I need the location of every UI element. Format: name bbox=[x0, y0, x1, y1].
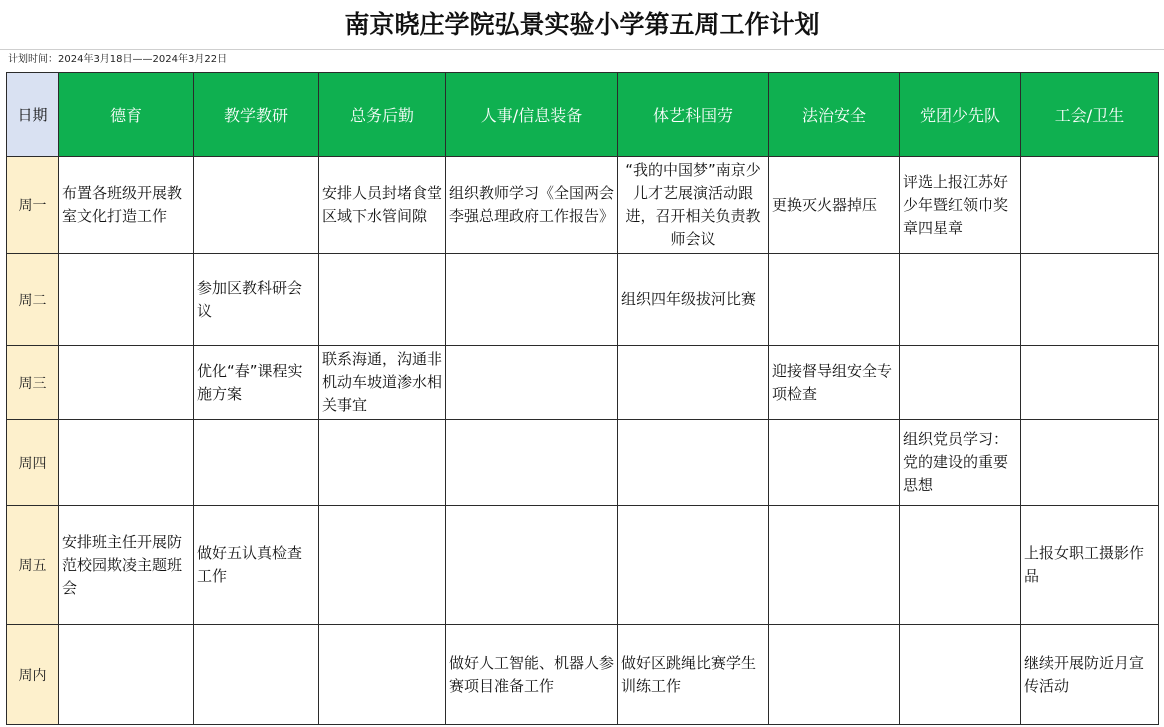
table-cell[interactable]: 更换灭火器掉压 bbox=[769, 157, 900, 254]
table-row bbox=[7, 420, 1159, 506]
table-cell[interactable] bbox=[618, 420, 769, 506]
table-cell[interactable]: 联系海通，沟通非机动车坡道渗水相关事宜 bbox=[319, 346, 446, 420]
work-plan-table bbox=[6, 72, 1159, 725]
table-cell[interactable] bbox=[1021, 157, 1159, 254]
table-row bbox=[7, 254, 1159, 346]
table-cell[interactable] bbox=[769, 506, 900, 625]
column-header[interactable]: 党团少先队 bbox=[900, 73, 1021, 157]
column-header[interactable]: 人事/信息装备 bbox=[446, 73, 618, 157]
table-cell[interactable]: 继续开展防近月宣传活动 bbox=[1021, 625, 1159, 725]
table-row bbox=[7, 157, 1159, 254]
table-row bbox=[7, 625, 1159, 725]
table-cell[interactable] bbox=[446, 254, 618, 346]
day-label[interactable]: 周五 bbox=[7, 506, 59, 625]
column-header[interactable]: 德育 bbox=[59, 73, 194, 157]
column-header[interactable]: 体艺科国劳 bbox=[618, 73, 769, 157]
table-row bbox=[7, 346, 1159, 420]
table-cell[interactable]: 参加区教科研会议 bbox=[194, 254, 319, 346]
table-cell[interactable] bbox=[900, 625, 1021, 725]
table-cell[interactable] bbox=[59, 625, 194, 725]
table-cell[interactable] bbox=[319, 625, 446, 725]
table-cell[interactable]: 安排班主任开展防范校园欺凌主题班会 bbox=[59, 506, 194, 625]
table-cell[interactable] bbox=[446, 506, 618, 625]
table-cell[interactable] bbox=[59, 346, 194, 420]
table-cell[interactable] bbox=[618, 506, 769, 625]
table-cell[interactable] bbox=[319, 506, 446, 625]
table-cell[interactable] bbox=[900, 346, 1021, 420]
column-header[interactable]: 总务后勤 bbox=[319, 73, 446, 157]
table-cell[interactable] bbox=[1021, 420, 1159, 506]
date-header[interactable]: 日期 bbox=[7, 73, 59, 157]
table-cell[interactable] bbox=[446, 346, 618, 420]
table-cell[interactable] bbox=[618, 346, 769, 420]
table-cell[interactable]: 评选上报江苏好少年暨红领巾奖章四星章 bbox=[900, 157, 1021, 254]
day-label[interactable]: 周内 bbox=[7, 625, 59, 725]
plan-period: 计划时间：2024年3月18日——2024年3月22日 bbox=[8, 54, 228, 65]
table-cell[interactable]: 组织党员学习：党的建设的重要思想 bbox=[900, 420, 1021, 506]
table-cell[interactable] bbox=[319, 420, 446, 506]
table-cell[interactable]: 布置各班级开展教室文化打造工作 bbox=[59, 157, 194, 254]
table-cell[interactable]: 迎接督导组安全专项检查 bbox=[769, 346, 900, 420]
column-header[interactable]: 法治安全 bbox=[769, 73, 900, 157]
table-cell[interactable]: 上报女职工摄影作品 bbox=[1021, 506, 1159, 625]
day-label[interactable]: 周三 bbox=[7, 346, 59, 420]
table-cell[interactable] bbox=[59, 420, 194, 506]
day-label[interactable]: 周二 bbox=[7, 254, 59, 346]
table-cell[interactable]: 优化“春”课程实施方案 bbox=[194, 346, 319, 420]
table-cell[interactable] bbox=[900, 506, 1021, 625]
table-cell[interactable]: 做好区跳绳比赛学生训练工作 bbox=[618, 625, 769, 725]
table-cell[interactable]: 组织四年级拔河比赛 bbox=[618, 254, 769, 346]
table-cell[interactable] bbox=[194, 625, 319, 725]
day-label[interactable]: 周一 bbox=[7, 157, 59, 254]
table-cell[interactable] bbox=[194, 157, 319, 254]
table-cell[interactable] bbox=[194, 420, 319, 506]
table-cell[interactable] bbox=[769, 625, 900, 725]
table-cell[interactable] bbox=[446, 420, 618, 506]
table-cell[interactable] bbox=[900, 254, 1021, 346]
page-title: 南京晓庄学院弘景实验小学第五周工作计划 bbox=[0, 0, 1164, 50]
header-row bbox=[7, 73, 1159, 157]
table-cell[interactable]: 组织教师学习《全国两会李强总理政府工作报告》 bbox=[446, 157, 618, 254]
column-header[interactable]: 工会/卫生 bbox=[1021, 73, 1159, 157]
table-cell[interactable] bbox=[1021, 346, 1159, 420]
table-cell[interactable] bbox=[1021, 254, 1159, 346]
table-cell[interactable] bbox=[59, 254, 194, 346]
table-cell[interactable]: 做好人工智能、机器人参赛项目准备工作 bbox=[446, 625, 618, 725]
column-header[interactable]: 教学教研 bbox=[194, 73, 319, 157]
table-cell[interactable]: 安排人员封堵食堂区域下水管间隙 bbox=[319, 157, 446, 254]
table-cell[interactable]: 做好五认真检查工作 bbox=[194, 506, 319, 625]
day-label[interactable]: 周四 bbox=[7, 420, 59, 506]
table-cell[interactable] bbox=[769, 420, 900, 506]
table-row bbox=[7, 506, 1159, 625]
table-cell[interactable]: “我的中国梦”南京少儿才艺展演活动跟进，召开相关负责教师会议 bbox=[618, 157, 769, 254]
table-cell[interactable] bbox=[319, 254, 446, 346]
table-cell[interactable] bbox=[769, 254, 900, 346]
